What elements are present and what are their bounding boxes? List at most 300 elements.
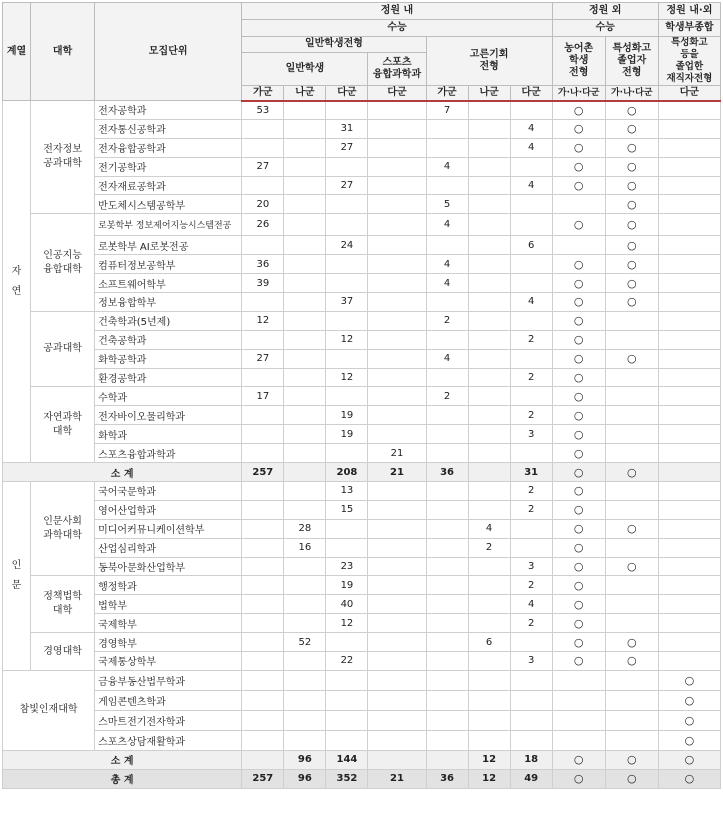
quota-number-cell — [284, 119, 326, 138]
quota-number-cell: 12 — [468, 769, 510, 788]
quota-number-cell — [368, 101, 426, 120]
quota-number-cell: 96 — [284, 750, 326, 769]
quota-mark-cell: ○ — [552, 387, 605, 406]
quota-number-cell — [326, 157, 368, 176]
quota-number-cell: 19 — [326, 425, 368, 444]
quota-mark-cell: ○ — [605, 652, 658, 671]
quota-mark-cell: ○ — [605, 138, 658, 157]
quota-mark-cell: ○ — [552, 463, 605, 482]
quota-number-cell — [468, 349, 510, 368]
quota-number-cell: 2 — [510, 406, 552, 425]
quota-number-cell — [468, 311, 510, 330]
unit-name-cell: 스마트전기전자학과 — [95, 710, 242, 730]
equal-ga-header: 가군 — [426, 86, 468, 101]
quota-mark-cell — [658, 157, 720, 176]
quota-number-cell — [368, 195, 426, 214]
quota-number-cell — [468, 293, 510, 312]
quota-number-cell — [468, 255, 510, 274]
quota-number-cell — [284, 368, 326, 387]
quota-mark-cell — [658, 652, 720, 671]
quota-number-cell — [426, 614, 468, 633]
quota-number-cell — [468, 101, 510, 120]
quota-number-cell — [468, 214, 510, 236]
quota-number-cell: 3 — [510, 557, 552, 576]
unit-name-cell: 로봇학부 정보제어지능시스템전공 — [95, 214, 242, 236]
unit-name-cell: 전자통신공학과 — [95, 119, 242, 138]
quota-mark-cell — [605, 595, 658, 614]
quota-mark-cell: ○ — [605, 463, 658, 482]
quota-number-cell: 31 — [326, 119, 368, 138]
quota-number-cell — [510, 444, 552, 463]
quota-number-cell: 12 — [326, 368, 368, 387]
quota-number-cell — [426, 652, 468, 671]
quota-number-cell — [426, 576, 468, 595]
quota-number-cell — [468, 274, 510, 293]
quota-number-cell — [242, 330, 284, 349]
quota-number-cell: 2 — [510, 330, 552, 349]
quota-mark-cell: ○ — [552, 538, 605, 557]
quota-mark-cell — [605, 368, 658, 387]
quota-number-cell: 36 — [426, 769, 468, 788]
college-cell: 자연과학 대학 — [31, 387, 95, 463]
quota-mark-cell: ○ — [552, 576, 605, 595]
unit-name-cell: 전자공학과 — [95, 101, 242, 120]
equal-header: 고른기회 전형 — [426, 37, 552, 86]
quota-number-cell — [326, 214, 368, 236]
quota-mark-cell: ○ — [605, 214, 658, 236]
quota-number-cell — [242, 119, 284, 138]
unit-name-cell: 건축공학과 — [95, 330, 242, 349]
table-row — [3, 293, 721, 312]
quota-number-cell — [426, 500, 468, 519]
quota-number-cell — [368, 368, 426, 387]
quota-number-cell: 16 — [284, 538, 326, 557]
unit-name-cell: 화학과 — [95, 425, 242, 444]
quota-mark-cell: ○ — [552, 157, 605, 176]
quota-number-cell: 6 — [468, 633, 510, 652]
quota-number-cell — [242, 633, 284, 652]
quota-number-cell — [368, 406, 426, 425]
quota-mark-cell — [605, 387, 658, 406]
table-row — [3, 710, 721, 730]
quota-number-cell — [368, 236, 426, 255]
quota-mark-cell — [658, 614, 720, 633]
quota-number-cell — [468, 652, 510, 671]
quota-number-cell: 49 — [510, 769, 552, 788]
quota-mark-cell — [658, 255, 720, 274]
quota-mark-cell — [658, 330, 720, 349]
quota-number-cell: 12 — [242, 311, 284, 330]
quota-mark-cell — [552, 236, 605, 255]
table-row — [3, 670, 721, 690]
equal-da-header: 다군 — [510, 86, 552, 101]
college-cell: 인공지능 융합대학 — [31, 214, 95, 312]
quota-mark-cell — [605, 406, 658, 425]
quota-number-cell — [468, 119, 510, 138]
quota-number-cell — [284, 710, 326, 730]
unit-name-cell: 건축학과(5년제) — [95, 311, 242, 330]
quota-number-cell: 31 — [510, 463, 552, 482]
quota-number-cell: 4 — [426, 255, 468, 274]
unit-name-cell: 게임콘텐츠학과 — [95, 690, 242, 710]
unit-name-cell: 행정학과 — [95, 576, 242, 595]
table-row — [3, 195, 721, 214]
quota-mark-cell — [552, 710, 605, 730]
unit-name-cell: 반도체시스템공학부 — [95, 195, 242, 214]
quota-number-cell: 352 — [326, 769, 368, 788]
quota-mark-cell — [605, 670, 658, 690]
quota-number-cell — [284, 614, 326, 633]
quota-number-cell — [284, 255, 326, 274]
quota-number-cell — [426, 557, 468, 576]
unit-name-cell: 컴퓨터정보공학부 — [95, 255, 242, 274]
quota-number-cell — [368, 425, 426, 444]
quota-number-cell — [326, 730, 368, 750]
table-row — [3, 157, 721, 176]
quota-number-cell: 17 — [242, 387, 284, 406]
quota-number-cell — [242, 425, 284, 444]
rural-header: 농어촌 학생 전형 — [552, 37, 605, 86]
table-row — [3, 368, 721, 387]
subtotal-label: 소 계 — [3, 750, 242, 769]
table-row — [3, 101, 721, 120]
quota-number-cell — [468, 576, 510, 595]
quota-number-cell — [368, 614, 426, 633]
quota-number-cell — [426, 293, 468, 312]
in-quota-header: 정원 내 — [242, 3, 552, 20]
quota-number-cell — [426, 176, 468, 195]
quota-mark-cell — [658, 214, 720, 236]
unit-name-cell: 로봇학부 AI로봇전공 — [95, 236, 242, 255]
quota-number-cell — [510, 157, 552, 176]
quota-number-cell — [326, 670, 368, 690]
quota-mark-cell: ○ — [605, 293, 658, 312]
quota-mark-cell: ○ — [552, 293, 605, 312]
quota-mark-cell: ○ — [552, 519, 605, 538]
quota-number-cell — [468, 444, 510, 463]
quota-mark-cell — [552, 670, 605, 690]
quota-number-cell — [510, 710, 552, 730]
quota-number-cell — [284, 482, 326, 501]
quota-number-cell: 3 — [510, 425, 552, 444]
quota-number-cell — [326, 519, 368, 538]
college-cell: 정책법학 대학 — [31, 576, 95, 633]
quota-number-cell — [326, 387, 368, 406]
quota-number-cell — [284, 274, 326, 293]
quota-mark-cell — [605, 710, 658, 730]
quota-mark-cell — [658, 406, 720, 425]
quota-mark-cell: ○ — [552, 769, 605, 788]
unit-name-cell: 화학공학과 — [95, 349, 242, 368]
quota-number-cell — [242, 557, 284, 576]
table-row — [3, 274, 721, 293]
quota-number-cell — [468, 406, 510, 425]
quota-mark-cell: ○ — [552, 368, 605, 387]
quota-number-cell — [284, 425, 326, 444]
quota-number-cell: 4 — [468, 519, 510, 538]
quota-mark-cell: ○ — [552, 119, 605, 138]
unit-name-cell: 국어국문학과 — [95, 482, 242, 501]
quota-number-cell — [368, 500, 426, 519]
quota-number-cell: 27 — [242, 157, 284, 176]
quota-mark-cell — [605, 425, 658, 444]
quota-number-cell: 2 — [510, 576, 552, 595]
quota-number-cell: 20 — [242, 195, 284, 214]
suneung-in-header: 수능 — [242, 20, 552, 37]
quota-number-cell: 4 — [510, 595, 552, 614]
quota-number-cell — [326, 690, 368, 710]
quota-mark-cell — [658, 557, 720, 576]
quota-number-cell: 2 — [468, 538, 510, 557]
quota-number-cell — [510, 255, 552, 274]
quota-number-cell: 21 — [368, 444, 426, 463]
table-body — [3, 101, 721, 789]
quota-number-cell — [426, 119, 468, 138]
quota-number-cell — [326, 274, 368, 293]
quota-number-cell — [468, 500, 510, 519]
quota-number-cell — [368, 557, 426, 576]
quota-number-cell — [242, 236, 284, 255]
quota-number-cell — [426, 730, 468, 750]
quota-mark-cell: ○ — [605, 176, 658, 195]
unit-name-cell: 환경공학과 — [95, 368, 242, 387]
quota-number-cell — [242, 750, 284, 769]
total-label: 총 계 — [3, 769, 242, 788]
quota-number-cell: 28 — [284, 519, 326, 538]
quota-mark-cell: ○ — [605, 769, 658, 788]
table-row — [3, 614, 721, 633]
quota-number-cell — [368, 311, 426, 330]
suneung-out-header: 수능 — [552, 20, 658, 37]
quota-number-cell: 13 — [326, 482, 368, 501]
subtotal-label: 소 계 — [3, 463, 242, 482]
unit-name-cell: 동북아문화산업학부 — [95, 557, 242, 576]
general-header: 일반학생전형 — [242, 37, 426, 53]
quota-number-cell — [368, 138, 426, 157]
quota-number-cell — [242, 444, 284, 463]
quota-mark-cell: ○ — [605, 349, 658, 368]
quota-mark-cell — [658, 444, 720, 463]
col-univ-header: 대학 — [31, 3, 95, 101]
quota-number-cell — [468, 463, 510, 482]
quota-number-cell — [426, 710, 468, 730]
quota-number-cell — [368, 214, 426, 236]
quota-number-cell — [242, 576, 284, 595]
quota-number-cell — [242, 670, 284, 690]
quota-number-cell — [426, 444, 468, 463]
quota-mark-cell: ○ — [605, 195, 658, 214]
quota-number-cell: 96 — [284, 769, 326, 788]
inout-quota-header: 정원 내·외 — [658, 3, 720, 20]
category-cell: 인 문 — [3, 482, 31, 671]
quota-number-cell — [242, 176, 284, 195]
quota-number-cell — [326, 101, 368, 120]
quota-mark-cell — [552, 730, 605, 750]
quota-number-cell — [510, 633, 552, 652]
quota-number-cell: 4 — [426, 274, 468, 293]
quota-mark-cell — [658, 236, 720, 255]
admission-quota-table — [2, 2, 721, 789]
quota-number-cell — [242, 482, 284, 501]
quota-mark-cell — [658, 119, 720, 138]
quota-mark-cell: ○ — [552, 176, 605, 195]
quota-number-cell — [368, 652, 426, 671]
quota-mark-cell — [605, 614, 658, 633]
quota-number-cell — [468, 157, 510, 176]
quota-mark-cell — [605, 576, 658, 595]
quota-mark-cell — [658, 500, 720, 519]
quota-mark-cell — [658, 576, 720, 595]
quota-mark-cell — [658, 176, 720, 195]
col-group-header: 계열 — [3, 3, 31, 101]
quota-number-cell: 36 — [426, 463, 468, 482]
quota-number-cell — [284, 293, 326, 312]
quota-mark-cell — [658, 482, 720, 501]
quota-mark-cell: ○ — [552, 406, 605, 425]
quota-number-cell: 23 — [326, 557, 368, 576]
quota-number-cell — [242, 614, 284, 633]
table-row — [3, 138, 721, 157]
quota-number-cell — [326, 633, 368, 652]
quota-number-cell: 52 — [284, 633, 326, 652]
quota-mark-cell: ○ — [658, 769, 720, 788]
quota-number-cell: 2 — [510, 482, 552, 501]
table-row — [3, 576, 721, 595]
unit-name-cell: 스포츠상담재활학과 — [95, 730, 242, 750]
quota-number-cell — [368, 690, 426, 710]
quota-mark-cell: ○ — [552, 633, 605, 652]
quota-number-cell — [368, 482, 426, 501]
quota-number-cell — [368, 330, 426, 349]
quota-number-cell — [368, 633, 426, 652]
quota-number-cell — [510, 670, 552, 690]
worker-header: 특성화고 등을 졸업한 재직자전형 — [658, 37, 720, 86]
quota-mark-cell: ○ — [552, 214, 605, 236]
quota-mark-cell: ○ — [605, 750, 658, 769]
quota-number-cell — [426, 519, 468, 538]
quota-mark-cell — [658, 138, 720, 157]
quota-mark-cell: ○ — [552, 500, 605, 519]
quota-mark-cell — [658, 274, 720, 293]
quota-mark-cell: ○ — [605, 255, 658, 274]
quota-number-cell — [510, 311, 552, 330]
quota-number-cell — [468, 482, 510, 501]
table-row — [3, 425, 721, 444]
quota-number-cell — [426, 633, 468, 652]
quota-number-cell: 53 — [242, 101, 284, 120]
quota-number-cell: 40 — [326, 595, 368, 614]
quota-number-cell — [510, 387, 552, 406]
quota-number-cell — [468, 138, 510, 157]
subtotal-row — [3, 463, 721, 482]
special-ganada-header: 가·나·다군 — [605, 86, 658, 101]
quota-number-cell — [284, 595, 326, 614]
quota-mark-cell: ○ — [552, 614, 605, 633]
worker-da-header: 다군 — [658, 86, 720, 101]
quota-number-cell: 257 — [242, 463, 284, 482]
quota-number-cell: 208 — [326, 463, 368, 482]
table-row — [3, 119, 721, 138]
unit-name-cell: 미디어커뮤니케이션학부 — [95, 519, 242, 538]
quota-number-cell — [426, 538, 468, 557]
unit-name-cell: 전자바이오물리학과 — [95, 406, 242, 425]
quota-number-cell — [368, 538, 426, 557]
quota-mark-cell — [605, 330, 658, 349]
quota-number-cell — [368, 274, 426, 293]
quota-number-cell: 2 — [510, 614, 552, 633]
quota-mark-cell — [658, 595, 720, 614]
quota-number-cell — [284, 670, 326, 690]
quota-mark-cell: ○ — [552, 652, 605, 671]
quota-number-cell: 4 — [510, 176, 552, 195]
col-unit-header: 모집단위 — [95, 3, 242, 101]
quota-number-cell: 26 — [242, 214, 284, 236]
quota-number-cell — [242, 368, 284, 387]
quota-number-cell — [284, 444, 326, 463]
quota-number-cell — [242, 538, 284, 557]
equal-na-header: 나군 — [468, 86, 510, 101]
college-cell: 인문사회 과학대학 — [31, 482, 95, 576]
quota-number-cell — [242, 730, 284, 750]
quota-number-cell — [284, 557, 326, 576]
quota-number-cell — [468, 730, 510, 750]
sports-da-header: 다군 — [368, 86, 426, 101]
quota-number-cell: 4 — [426, 157, 468, 176]
quota-number-cell: 2 — [426, 387, 468, 406]
unit-name-cell: 금융부동산법무학과 — [95, 670, 242, 690]
quota-number-cell: 2 — [426, 311, 468, 330]
quota-number-cell — [284, 652, 326, 671]
quota-number-cell — [368, 595, 426, 614]
quota-mark-cell — [605, 444, 658, 463]
quota-mark-cell — [658, 311, 720, 330]
quota-mark-cell: ○ — [605, 274, 658, 293]
quota-number-cell — [284, 576, 326, 595]
table-row — [3, 730, 721, 750]
quota-number-cell — [468, 425, 510, 444]
quota-mark-cell: ○ — [658, 730, 720, 750]
quota-number-cell — [510, 538, 552, 557]
quota-mark-cell: ○ — [605, 519, 658, 538]
unit-name-cell: 경영학부 — [95, 633, 242, 652]
quota-number-cell — [284, 387, 326, 406]
college-cell: 참빛인재대학 — [3, 670, 95, 750]
quota-number-cell — [426, 368, 468, 387]
quota-mark-cell — [658, 519, 720, 538]
college-cell: 경영대학 — [31, 633, 95, 671]
quota-number-cell — [284, 690, 326, 710]
table-row — [3, 690, 721, 710]
unit-name-cell: 소프트웨어학부 — [95, 274, 242, 293]
quota-number-cell: 24 — [326, 236, 368, 255]
quota-number-cell — [368, 670, 426, 690]
quota-mark-cell — [658, 463, 720, 482]
college-cell: 공과대학 — [31, 311, 95, 387]
quota-number-cell: 144 — [326, 750, 368, 769]
quota-number-cell — [326, 538, 368, 557]
quota-mark-cell: ○ — [552, 138, 605, 157]
quota-number-cell — [368, 576, 426, 595]
quota-number-cell — [368, 157, 426, 176]
table-row — [3, 500, 721, 519]
quota-number-cell — [468, 595, 510, 614]
quota-number-cell — [284, 311, 326, 330]
quota-mark-cell: ○ — [605, 557, 658, 576]
quota-number-cell: 3 — [510, 652, 552, 671]
category-cell: 자 연 — [3, 101, 31, 463]
quota-number-cell — [242, 690, 284, 710]
quota-mark-cell: ○ — [552, 750, 605, 769]
